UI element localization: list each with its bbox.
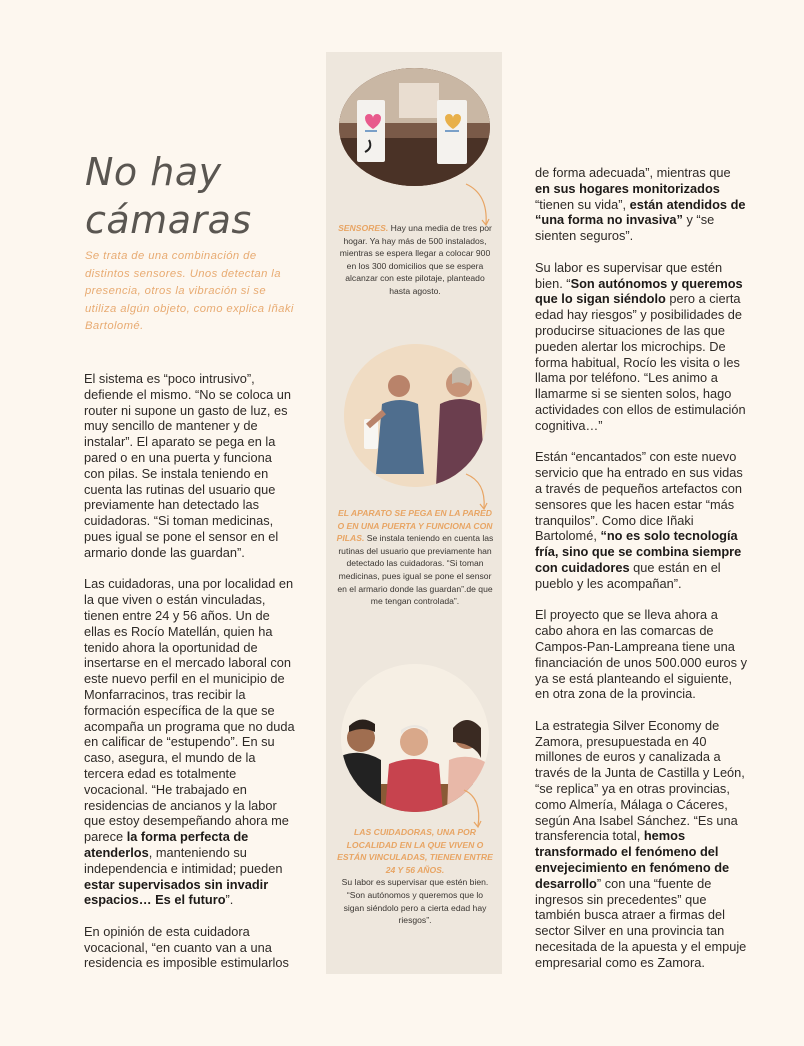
caption-highlight: SENSORES. [338,223,389,233]
text-run: La estrategia Silver Economy de Zamora, presupuestada en 40 millones de euros y canalizada a través de la Junta de Castilla y León, “se replica” ya en otras provincias, como Almería, Málaga o Cáceres, según Ana Isabel Sánchez. “Es una transferencia total, [535,717,745,844]
left-paragraph-2 [84,576,296,908]
caption-highlight: LAS CUIDADORAS, UNA POR LOCALIDAD EN LA QUE VIVEN O ESTÁN VINCULADAS, TIENEN ENTRE 24 Y 56 AÑOS. [337,827,493,875]
caption-text: Se instala teniendo en cuenta las rutinas del usuario que previamente han detectado las cuidadoras. “Si toman medicinas, pues igual se pone el sensor en el armario donde las guardan”.de que me tengan controlada”. [337,533,494,607]
bold-run: la forma perfecta de atenderlos [84,829,249,860]
article-title [85,148,315,244]
text-run: pero a cierta edad hay riesgos” y posibilidades de producirse situaciones de las que pueden alertar los microchips. De forma habitual, Rocío les visita o les llama por teléfono. “Les animo a llamarme si se sienten solos, hago actividades con ellos de estimulación cognitiva…” [535,291,746,433]
arrow-icon [458,786,488,830]
text-run: Están “encantados” con este nuevo servicio que ha entrado en sus vidas a través de pequeños artefactos con sensores que les hacen estar “más tranquilos”. Como dice Iñaki Bartolomé, [535,449,743,544]
caption-highlight: EL APARATO SE PEGA EN LA PARED O EN UNA PUERTA Y FUNCIONA CON PILAS. [336,508,493,544]
installation-photo [344,344,487,487]
left-paragraph-1: El sistema es “poco intrusivo”, defiende el mismo. “No se coloca un router ni supone un gasto de luz, es muy sencillo de mantener y de instalar”. El aparato se pega en la pared o en una puerta y funciona con pilas. Se instala teniendo en cuenta las rutinas del usuario que previamente han detectado las cuidadoras. “Si toman medicinas, pues igual se pone el sensor en el armario donde las guardan”. [84,371,291,560]
right-paragraph-1 [535,165,749,244]
arrow-icon [462,470,492,512]
caption-caregivers [336,826,494,927]
text-run: Su labor es supervisar que estén bien. “ [535,259,723,291]
title-line-1: No hay [85,150,222,194]
text-run: ”. [225,892,234,908]
text-run: ” con una “fuente de ingresos sin precedentes” que también busca atraer a firmas del sector Silver en una provincia tan necesitada de la apuesta y el empuje empresarial como es Zamora. [535,875,747,970]
right-paragraph-2 [535,260,749,434]
right-paragraph-5 [535,718,749,971]
left-column [84,371,296,987]
text-run: , manteniendo su independencia e intimidad; pueden [84,844,283,876]
bold-run: Son autónomos y queremos que lo sigan siéndolo [535,275,743,307]
caption-sensors [336,222,494,298]
sensors-photo [339,68,490,186]
text-run: “tienen su vida”, [535,196,630,212]
text-run: Las cuidadoras, una por localidad en la que viven o están vinculadas, tienen entre 24 y 56 años. Un de ellas es Rocío Matellán, quien ha tenido ahora la oportunidad de insertarse en el mercado laboral con este nuevo perfil en el municipio de Monfarracinos, tras recibir la formación específica de la que se acompaña un programa que no duda en calificar de “estupendo”. En su caso, asegura, el mundo de la tercera edad es totalmente vocacional. “He trabajado en residencias de ancianos y la labor que estoy desempeñando ahora me parece [84,576,295,845]
left-paragraph-3: En opinión de esta cuidadora vocacional, “en cuanto van a una residencia es imposible estimularlos [84,923,289,971]
text-run: y “se sienten seguros”. [535,212,715,244]
bold-run: “no es solo tecnología fría, sino que se combina siempre con cuidadores [535,528,742,575]
text-run: que están en el pueblo y les acompañan”. [535,559,721,591]
lead-paragraph: Se trata de una combinación de distintos sensores. Unos detectan la presencia, otros la vibración si se utiliza algún objeto, como explica Iñaki Bartolomé. [85,250,294,332]
right-paragraph-4: El proyecto que se lleva ahora a cabo ahora en las comarcas de Campos-Pan-Lampreana tiene una financiación de unos 500.000 euros y ya se está planteando el siguiente, en otra zona de la provincia. [535,607,748,702]
bold-run: estar supervisados sin invadir espacios… Es el futuro [84,876,269,908]
caption-device [336,507,494,608]
text-run: de forma adecuada”, mientras que [535,165,731,180]
right-paragraph-3 [535,449,749,591]
title-line-2: cámaras [85,198,252,242]
bold-run: están atendidos de “una forma no invasiva” [535,196,746,228]
arrow-icon [462,180,492,228]
caption-text: Su labor es supervisar que estén bien. “Son autónomos y queremos que lo sigan siéndolo pero a cierta edad hay riesgos”. [341,877,489,926]
caption-text: Hay una media de tres por hogar. Ya hay más de 500 instalados, mientras se espera llegar a colocar 900 en los 300 domicilios que se espera alcanzar con este pilotaje, planteado hasta agosto. [339,223,492,296]
right-column [535,165,749,986]
bold-run: en sus hogares monitorizados [535,180,720,196]
bold-run: hemos transformado el fenómeno del envejecimiento en fenómeno de desarrollo [535,828,730,891]
